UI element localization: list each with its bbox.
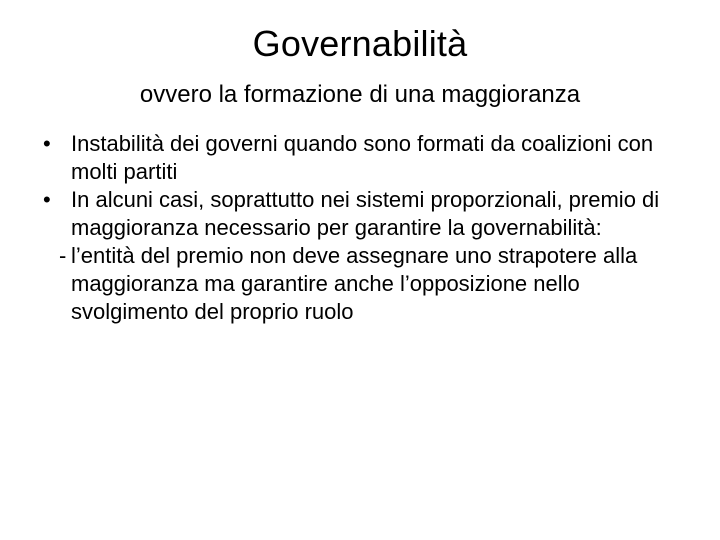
bullet-marker: • — [43, 187, 51, 212]
bullet-marker: • — [43, 131, 51, 156]
sub-item — [40, 242, 690, 326]
sub-item-text: l’entità del premio non deve assegnare uno strapotere alla maggioranza ma garantire anche l’opposizione nello svolgimento del proprio ruolo — [71, 243, 638, 324]
title-block — [0, 22, 720, 66]
dash-marker: - — [59, 243, 67, 268]
slide-subtitle: ovvero la formazione di una maggioranza — [139, 81, 581, 108]
bullet-text: Instabilità dei governi quando sono formati da coalizioni con molti partiti — [71, 131, 654, 184]
slide-title: Governabilità — [252, 23, 468, 64]
bullet-list — [40, 130, 690, 326]
bullet-item — [40, 186, 690, 242]
bullet-item — [40, 130, 690, 186]
bullet-text: In alcuni casi, soprattutto nei sistemi proporzionali, premio di maggioranza necessario per garantire la governabilità: — [71, 187, 660, 240]
